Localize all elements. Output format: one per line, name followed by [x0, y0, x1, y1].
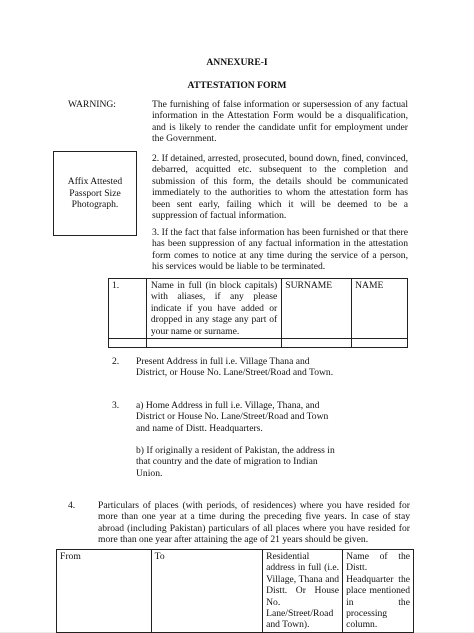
photo-box-label: Affix Attested Passport Size Photograph. [67, 176, 123, 211]
from-header: From [57, 550, 152, 633]
form-title: ATTESTATION FORM [187, 80, 287, 91]
item-3b-text: b) If originally a resident of Pakistan, the address in that country and the date of migration to Indian Union. [136, 445, 335, 479]
item-2-text: Present Address in full i.e. Village Thana and District, or House No. Lane/Street/Road and Town. [136, 356, 334, 379]
item-3-number: 3. [112, 400, 120, 411]
item-2-number: 2. [112, 356, 120, 367]
item-4-text: Particulars of places (with periods, of residences) where you have resided for more than one year at a time during the preceding five years. In case of stay abroad (including Pakistan) particulars of all places where you have resided for more than one year after attaining the age of 21 years should be given. [98, 500, 410, 546]
warning-paragraph-1: The furnishing of false information or supersession of any factual information in the Attestation Form would be a disqualification, and is likely to render the candidate unfit for employment under the Government. [152, 99, 408, 145]
name-table-cell [282, 339, 352, 348]
warning-paragraph-2: 2. If detained, arrested, prosecuted, bound down, fined, convinced, debarred, acquitted etc. subsequent to the completion and submission of this form, the details should be communicated immediately to the authorities to whom the attestation form has been sent early, failing which it will be deemed to be a suppression of factual information. [152, 153, 409, 222]
residence-table [56, 549, 414, 633]
name-row-number: 1. [109, 279, 147, 339]
name-row-label: Name in full (in block capitals) with aliases, if any please indicate if you have added or dropped in any stage any part of your name or surname. [146, 279, 281, 339]
name-header: NAME [352, 279, 408, 339]
name-table-cell [352, 339, 408, 348]
item-4-number: 4. [68, 500, 76, 511]
name-table [108, 278, 408, 348]
name-table-cell [146, 339, 281, 348]
surname-header: SURNAME [282, 279, 352, 339]
photo-box [53, 151, 137, 236]
headquarter-header: Name of the Distt. Headquarter the place mentioned in the processing column. [343, 550, 414, 633]
annexure-heading: ANNEXURE-I [206, 57, 268, 68]
name-table-cell [109, 339, 147, 348]
warning-paragraph-3: 3. If the fact that false information has been furnished or that there has been suppression of any factual information in the attestation form comes to notice at any time during the service of a person, his services would be liable to be terminated. [152, 227, 408, 273]
to-header: To [151, 550, 262, 633]
warning-label: WARNING: [68, 99, 116, 110]
item-3a-text: a) Home Address in full i.e. Village, Thana, and District or House No. Lane/Street/Road and Town and name of Distt. Headquarters. [136, 400, 329, 434]
address-header: Residential address in full (i.e. Village, Thana and Distt. Or House No. Lane/Street/Road and Town). [263, 550, 343, 633]
